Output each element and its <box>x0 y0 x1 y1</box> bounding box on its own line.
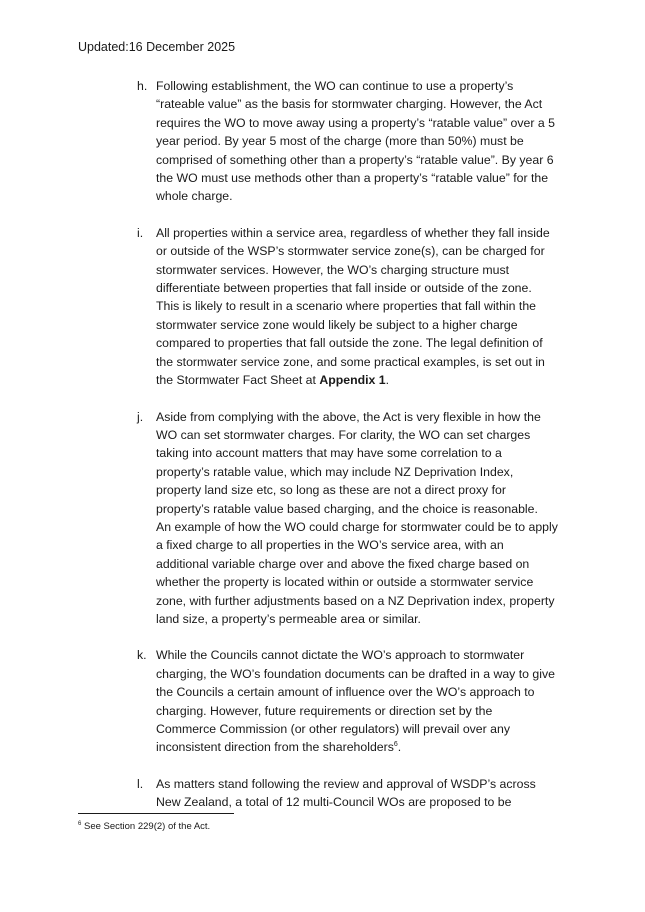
list-item-i <box>137 224 573 390</box>
footnote-reference[interactable]: 6 <box>393 741 398 749</box>
updated-date-header: Updated:16 December 2025 <box>78 40 236 54</box>
paragraph-list <box>137 77 573 830</box>
list-marker: i. <box>137 225 144 240</box>
list-item-text <box>156 408 573 629</box>
paragraph-body: While the Councils cannot dictate the WO’s approach to stormwater charging, the WO’s foundation documents can be drafted in a way to give the Councils a certain amount of influence over the WO’s approach to charging. However, future requirements or direction set by the Commerce Commission (or other regulators) will prevail over any inconsistent direction from the shareholders <box>156 648 555 755</box>
list-marker: k. <box>137 648 147 663</box>
list-item-text <box>156 77 573 206</box>
footnote-number: 6 <box>78 820 82 827</box>
list-marker: h. <box>137 79 148 93</box>
list-item-h <box>137 77 573 206</box>
list-marker: j. <box>137 409 144 424</box>
list-item-text <box>156 224 573 390</box>
footnote <box>78 820 210 834</box>
footnote-separator <box>78 813 234 814</box>
appendix-reference: Appendix 1 <box>319 373 386 388</box>
list-item-l <box>137 775 573 812</box>
list-item-text <box>156 646 573 756</box>
footnote-text: See Section 229(2) of the Act. <box>81 821 211 832</box>
paragraph-body: All properties within a service area, regardless of whether they fall inside or outside of the WSP’s stormwater service zone(s), can be charged for stormwater services. However, the WO’s charging structure must differentiate between properties that fall inside or outside of the zone. This is likely to result in a scenario where properties that fall within the stormwater service zone would likely be subject to a higher charge compared to properties that fall outside the zone. The legal definition of the stormwater service zone, and some practical examples, is set out in the Stormwater Fact Sheet at <box>156 225 550 388</box>
paragraph-body: As matters stand following the review and approval of WSDP’s across New Zealand, a total of 12 multi-Council WOs are proposed to be <box>156 776 536 810</box>
paragraph-body: Following establishment, the WO can continue to use a property’s “rateable value” as the basis for stormwater charging. However, the Act requires the WO to move away using a property’s “ratable value” over a 5 year period. By year 5 most of the charge (more than 50%) must be comprised of something other than a property’s “ratable value”. By year 6 the WO must use methods other than a property’s “ratable value” for the whole charge. <box>156 79 555 204</box>
list-item-j <box>137 408 573 629</box>
paragraph-body: Aside from complying with the above, the Act is very flexible in how the WO can set stormwater charges. For clarity, the WO can set charges taking into account matters that may have some correlation to a property’s ratable value, which may include NZ Deprivation Index, property land size etc, so long as these are not a direct proxy for property’s ratable value based charging, and the choice is reasonable. An example of how the WO could charge for stormwater could be to apply a fixed charge to all properties in the WO’s service area, with an additional variable charge over and above the fixed charge based on whether the property is located within or outside a stormwater service zone, with further adjustments based on a NZ Deprivation index, property land size, a property’s permeable area or similar. <box>156 409 558 626</box>
paragraph-tail: . <box>385 373 390 388</box>
list-item-text <box>156 775 573 812</box>
paragraph-tail: . <box>397 740 402 755</box>
list-marker: l. <box>137 776 144 791</box>
list-item-k <box>137 646 573 756</box>
